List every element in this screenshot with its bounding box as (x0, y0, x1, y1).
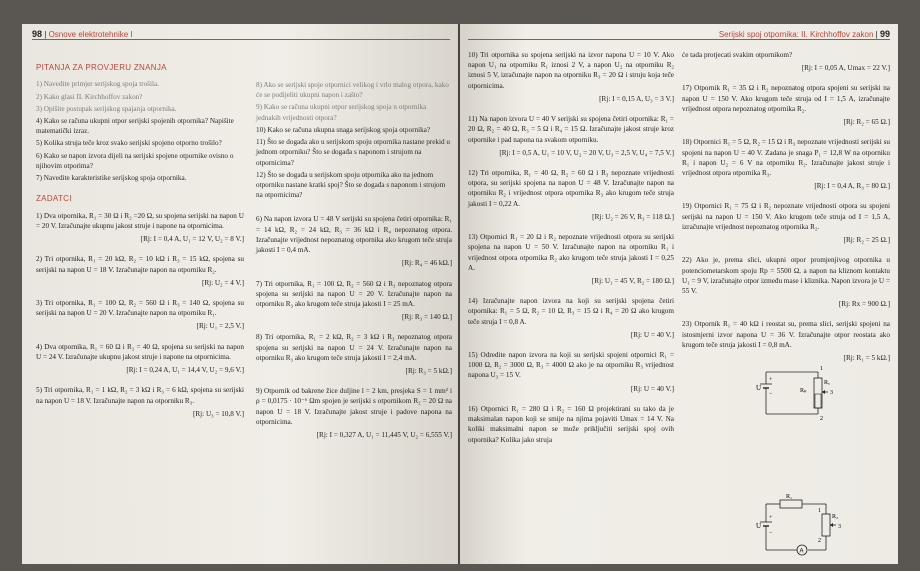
task-answer: [Rj: U₂ = 26 V, R₃ = 118 Ω.] (592, 212, 674, 221)
fig1-node-2: 2 (820, 416, 823, 422)
tasks-list-left-1 (36, 211, 244, 419)
fig2-label-r1: R₁ (786, 494, 793, 500)
task-text: 13) Otpornici R₁ = 20 Ω i R₂ nepoznate vrijednosti otpora su serijski spojena na napon U = 50 V. Izračunajte napon na otporniku R₁ i vrijednost otpora otpornika R₂ ako krugom teče struja jakosti I = 0,25 A. (468, 233, 674, 272)
fig1-node-3: 3 (830, 390, 833, 396)
fig2-node-2: 2 (818, 538, 821, 544)
task-answer: [Rj: I = 0,05 A, Umax = 22 V.] (801, 64, 890, 73)
task-text: 17) Otpornik R₁ = 35 Ω i R₂ nepoznatog otpora spojeni su serijski na napon U = 150 V. Ako krugom teče struja od I = 1,5 A, izračunajte vrijednost otpora nepoznatog otpornika R₂. (682, 84, 890, 113)
task-answer: [Rj: R₁ = 5 kΩ.] (843, 354, 890, 363)
task-answer: [Rj: I = 0,4 A, R₃ = 80 Ω.] (814, 182, 890, 191)
task-text: 5) Tri otpornika, R₁ = 1 kΩ, R₂ = 3 kΩ i R₃ = 6 kΩ, spojena su serijski na napon U = 18 V. Izračunajte napon na otporniku R₃. (36, 386, 244, 405)
task-answer: [Rj: R₃ = 140 Ω.] (401, 313, 452, 322)
task-answer: [Rj: I = 0,24 A, U₁ = 14,4 V, U₂ = 9,6 V.] (126, 366, 244, 375)
left-page (22, 24, 458, 564)
potentiometer-circuit-figure (756, 362, 852, 422)
task-answer: [Rj: U₃ = 10,8 V.] (192, 409, 244, 418)
task-answer: [Rj: U₁ = 45 V, R₂ = 180 Ω.] (591, 276, 674, 285)
task-text: 9) Otpornik od bakrene žice duljine l = 2 km, presjeka S = 1 mm² i ρ = 0,0175 · 10⁻⁶ Ωm spojen je serijski s otpornikom R₂ = 20 Ω na napon U = 18 V. Izračunajte jakost struje i padove napona na otpornicima. (256, 387, 452, 426)
task-answer: [Rj: U = 40 V.] (630, 384, 674, 393)
task-text: 4) Dva otpornika, R₁ = 60 Ω i R₂ = 40 Ω, spojena su serijski na napon U = 24 V. Izračunajte ukupnu jakost struje i napone na otpornicima. (36, 342, 244, 361)
task-answer: [Rj: U = 40 V.] (630, 330, 674, 339)
tasks-list-right-2 (682, 50, 890, 363)
question-item: 4) Kako se računa ukupni otpor serijski spojenih otpornika? Napišite matematički izraz. (36, 117, 234, 136)
task-text: 1) Dva otpornika, R₁ = 30 Ω i R₂ =20 Ω, su spojena serijski na napon U = 20 V. Izračunajte ukupnu jakost struje i napone na otpornicima. (36, 211, 244, 230)
task-answer: [Rj: I = 0,5 A, U₁ = 10 V, U₂ = 20 V, U₃ = 2,5 V, U₄ = 7,5 V.] (499, 148, 674, 157)
question-item: 2) Kako glasi II. Kirchhoffov zakon? (36, 92, 143, 101)
task-answer: [Rj: U₂ = 4 V.] (201, 278, 244, 287)
right-page-title: Serijski spoj otpornika: II. Kirchhoffov zakon (718, 30, 874, 39)
right-column-2 (682, 50, 890, 373)
task-text: 23) Otpornik R₁ = 40 kΩ i reostat su, prema slici, serijski spojeni na istosmjerni izvor napona U = 36 V. Izračunajte otpor reostata ako krugom teče struja jakosti I = 0,8 mA. (682, 320, 890, 349)
task-answer: [Rj: R₂ = 25 Ω.] (843, 236, 890, 245)
task-text: 14) Izračunajte napon izvora na koji su serijski spojena četiri otpornika: R₁ = 5 Ω, R₂ = 10 Ω, R₃ = 15 Ω i R₄ = 20 Ω ako krugom teče struja I = 0,8 A. (468, 297, 674, 326)
rheostat-circuit-figure (756, 494, 852, 558)
questions-list-2 (256, 80, 452, 200)
task-answer: [Rj: R₄ = 46 kΩ.] (401, 259, 452, 268)
left-column-2 (256, 80, 452, 450)
task-text: 2) Tri otpornika, R₁ = 20 kΩ, R₂ = 10 kΩ i R₃ = 15 kΩ, spojena su serijski na napon U = 18 V. Izračunajte napon na otporniku R₂. (36, 255, 244, 274)
header-rule-left (32, 39, 450, 40)
task-answer: [Rj: I = 0,327 A, U₁ = 11,445 V, U₂ = 6,555 V.] (316, 431, 452, 440)
task-text: 16) Otpornici R₁ = 280 Ω i R₂ = 160 Ω projektirani su tako da je maksimalan napon koji se smije na njima pojaviti Umax = 14 V. Na koliki maksimalni napon se može priključiti serijski spoj ovih otpornika? Kolika jako struja (468, 404, 674, 444)
header-rule-right (468, 39, 890, 40)
fig1-label-u: U (756, 384, 762, 392)
task-text: 19) Otpornici R₁ = 75 Ω i R₂ nepoznate vrijednosti otpora su spojeni serijski na napon U = 150 V. Ako krugom teče struja od I = 1,5 A, izračunajte vrijednost nepoznatog otpornika R₂. (682, 202, 890, 231)
task-text: će tada protjecati svakim otpornikom? (682, 51, 793, 59)
task-text: 11) Na napon izvora U = 40 V serijski su spojena četiri otpornika: R₁ = 20 Ω, R₂ = 40 Ω, R₃ = 5 Ω i R₄ = 15 Ω. Izračunajte jakost struje kroz otpornike i pad napona na svakom otporniku. (468, 115, 674, 144)
question-item: 5) Kolika struja teče kroz svako serijski spojeno otporno trošilo? (36, 139, 222, 148)
fig2-node-1: 1 (818, 508, 821, 514)
question-item: 1) Navedite primjer serijskog spoja trošila. (36, 80, 159, 89)
left-page-header: 98 | Osnove elektrotehnike I (32, 29, 133, 39)
questions-heading: PITANJA ZA PROVJERU ZNANJA (36, 63, 167, 72)
right-column-1 (468, 50, 674, 448)
question-item: 8) Ako se serijski spoje otpornici velikog i vrlo malog otpora, kako će se podijeliti ukupni napon i zašto? (256, 81, 449, 100)
task-text: 10) Tri otpornika su spojena serijski na izvor napona U = 10 V. Ako napon U₁ na otporniku R₁ iznosi 2 V, a napon U₂ na otporniku R₂ iznosi 5 V, izračunajte napon na otporniku R₃ = 20 Ω i struju koja teče otpornicima. (468, 51, 674, 90)
task-text: 3) Tri otpornika, R₁ = 100 Ω, R₂ = 560 Ω i R₃ = 140 Ω, spojena su serijski na napon U = 20 V. Izračunajte napon na otporniku R₁. (36, 299, 244, 318)
task-text: 6) Na napon izvora U = 48 V serijski su spojena četiri otpornika: R₁ = 14 kΩ, R₂ = 24 kΩ, R₃ = 36 kΩ i R₄ nepoznatog otpora. Izračunajte vrijednost nepoznatog otpornika ako krugom teče struja jakosti I = 0,4 mA. (256, 215, 452, 255)
question-item: 11) Što se događa ako u serijskom spoju otpornika nastane prekid u jednom otporniku? Što se događa s naponom i strujom na otpornicima? (256, 138, 450, 167)
tasks-list-left-2 (256, 214, 452, 440)
page-number-right: 99 (879, 29, 890, 39)
task-answer: [Rj: I = 0,4 A, U₁ = 12 V, U₂ = 8 V.] (140, 235, 244, 244)
question-item: 3) Opišite postupak serijskog spajanja otpornika. (36, 104, 177, 113)
fig2-label-minus: − (769, 530, 773, 536)
task-answer: [Rj: R₂ = 65 Ω.] (843, 118, 890, 127)
questions-list-1 (36, 79, 244, 183)
fig2-label-r2: R₂ (832, 514, 839, 520)
task-answer: [Rj: U₁ = 2,5 V.] (196, 322, 244, 331)
tasks-heading: ZADATCI (36, 194, 72, 204)
task-text: 7) Tri otpornika, R₁ = 100 Ω, R₂ = 560 Ω i R₃ nepoznatog otpora spojena su serijski na napon U = 20 V. Izračunajte napon na otporniku R₃ ako krugom teče struja jakosti I = 25 mA. (256, 279, 452, 308)
question-item: 9) Kako se računa ukupni otpor serijskog spoja n otpornika jednakih vrijednosti otpora? (256, 103, 427, 122)
fig1-label-minus: − (769, 391, 773, 397)
left-page-title: Osnove elektrotehnike I (48, 30, 133, 39)
task-answer: [Rj: Rx = 900 Ω.] (838, 300, 890, 309)
fig2-node-3: 3 (838, 524, 841, 530)
fig2-label-u: U (756, 522, 762, 530)
task-text: 18) Otpornici R₁ = 5 Ω, R₂ = 15 Ω i R₃ nepoznate vrijednosti serijski su spojeni na napon U = 40 V. Zadana je snaga P₁ = 12,8 W na otporniku R₁ i napon U₂ = 6 V na otporniku R₂. Izračunajte jakost struje i vrijednost otpora otpornika R₃. (682, 138, 890, 177)
page-number-left: 98 (32, 29, 43, 39)
task-answer: [Rj: I = 0,15 A, U₃ = 3 V.] (599, 94, 674, 103)
task-text: 8) Tri otpornika, R₁ = 2 kΩ, R₂ = 3 kΩ i R₃ nepoznatog otpora spojena su serijski na napon U = 24 V. Izračunajte napon na otporniku R₃ ako krugom teče struja jakosti I = 2,4 mA. (256, 333, 452, 362)
left-column-1 (36, 62, 244, 429)
right-page (460, 24, 898, 564)
task-text: 22) Ako je, prema slici, ukupni otpor promjenjivog otpornika u potenciometarskom spoju Rp = 5500 Ω, a napon na kliznom kontaktu U₁ = 9 V, izračunajte otpor između mase i kliznika. Napon izvora je U = 55 V. (682, 256, 890, 295)
question-item: 6) Kako se napon izvora dijeli na serijski spojene otpornike ovisno o njihovim otporima? (36, 151, 234, 170)
question-item: 7) Navedite karakteristike serijskog spoja otpornika. (36, 174, 187, 183)
fig1-label-plus: + (769, 377, 773, 383)
fig1-node-1: 1 (820, 366, 823, 372)
task-answer: [Rj: R₃ = 5 kΩ.] (405, 367, 452, 376)
question-item: 10) Kako se računa ukupna snaga serijskog spoja otpornika? (256, 125, 431, 134)
right-page-header: Serijski spoj otpornika: II. Kirchhoffov zakon | 99 (718, 29, 890, 39)
ammeter-icon: A (799, 548, 804, 555)
task-text: 15) Odredite napon izvora na koji su serijski spojeni otpornici R₁ = 1000 Ω, R₂ = 3000 Ω, R₃ = 4000 Ω ako je na otporniku R₃ vrijednost napona U₃ = 15 V. (468, 351, 674, 380)
fig1-label-rp: Rₚ (800, 388, 807, 394)
task-text: 12) Tri otpornika, R₁ = 40 Ω, R₂ = 60 Ω i R₃ nepoznate vrijednosti otpora, su serijski spojena na napon U = 48 V. Izračunajte napon na otporniku R₂ i vrijednost otpora otpornika R₃ ako krugom teče struja jakosti I = 0,22 A. (468, 168, 674, 208)
question-item: 12) Što se događa u serijskom spoju otpornika ako na jednom otporniku nastane kratki spoj? Što se događa s naponom i strujom na otpornicima? (256, 170, 446, 200)
fig2-label-plus: + (769, 515, 773, 521)
fig1-label-rx: Rₓ (824, 380, 830, 386)
tasks-list-right-1 (468, 50, 674, 445)
